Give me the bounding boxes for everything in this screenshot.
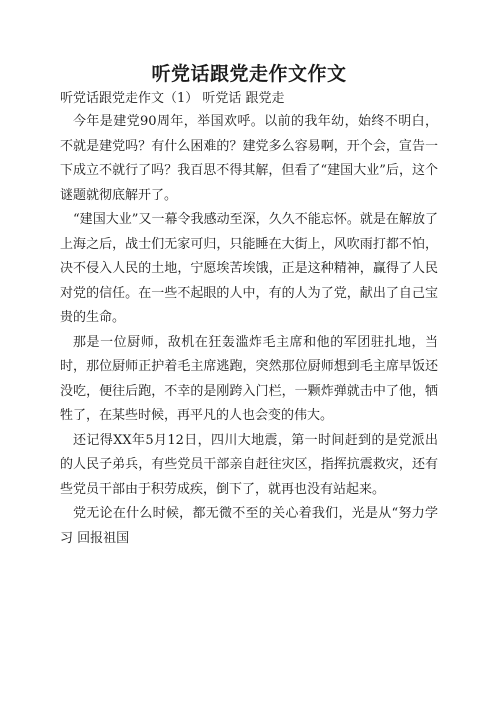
paragraph-4: 还记得XX年5月12日，四川大地震，第一时间赶到的是党派出的人民子弟兵，有些党员干部亲自赶往灾区，指挥抗震救灾，还有些党员干部由于积劳成疾，倒下了，就再也没有站起来。 — [60, 432, 438, 497]
paragraph-3: 那是一位厨师，敌机在狂轰滥炸毛主席和他的军团驻扎地，当时，那位厨师正护着毛主席逃跑，突然那位厨师想到毛主席早饭还没吃，便往后跑，不幸的是刚跨入门栏，一颗炸弹就击中了他，牺牲了，在某些时候，再平凡的人也会变的伟大。 — [60, 334, 438, 423]
document-subtitle: 听党话跟党走作文（1） 听党话 跟党走 — [60, 91, 285, 106]
document-title: 听党话跟党走作文作文 — [151, 63, 347, 85]
paragraph-2: “建国大业”又一幕令我感动至深，久久不能忘怀。就是在解放了上海之后，战士们无家可归，只能睡在大街上，风吹雨打都不怕，决不侵入人民的土地，宁愿埃苦埃饿，正是这种精神，赢得了人民对党的信任。在一些不起眼的人中，有的人为了党，献出了自己宝贵的生命。 — [60, 212, 438, 325]
paragraph-1: 今年是建党90周年，举国欢呼。以前的我年幼，始终不明白，不就是建党吗？有什么困难的？建党多么容易啊，开个会，宣告一下成立不就行了吗？我百思不得其解，但看了“建国大业”后，这个谜题就彻底解开了。 — [60, 114, 438, 203]
paragraph-5: 党无论在什么时候，都无微不至的关心着我们，光是从“努力学习 回报祖国 — [60, 506, 438, 546]
